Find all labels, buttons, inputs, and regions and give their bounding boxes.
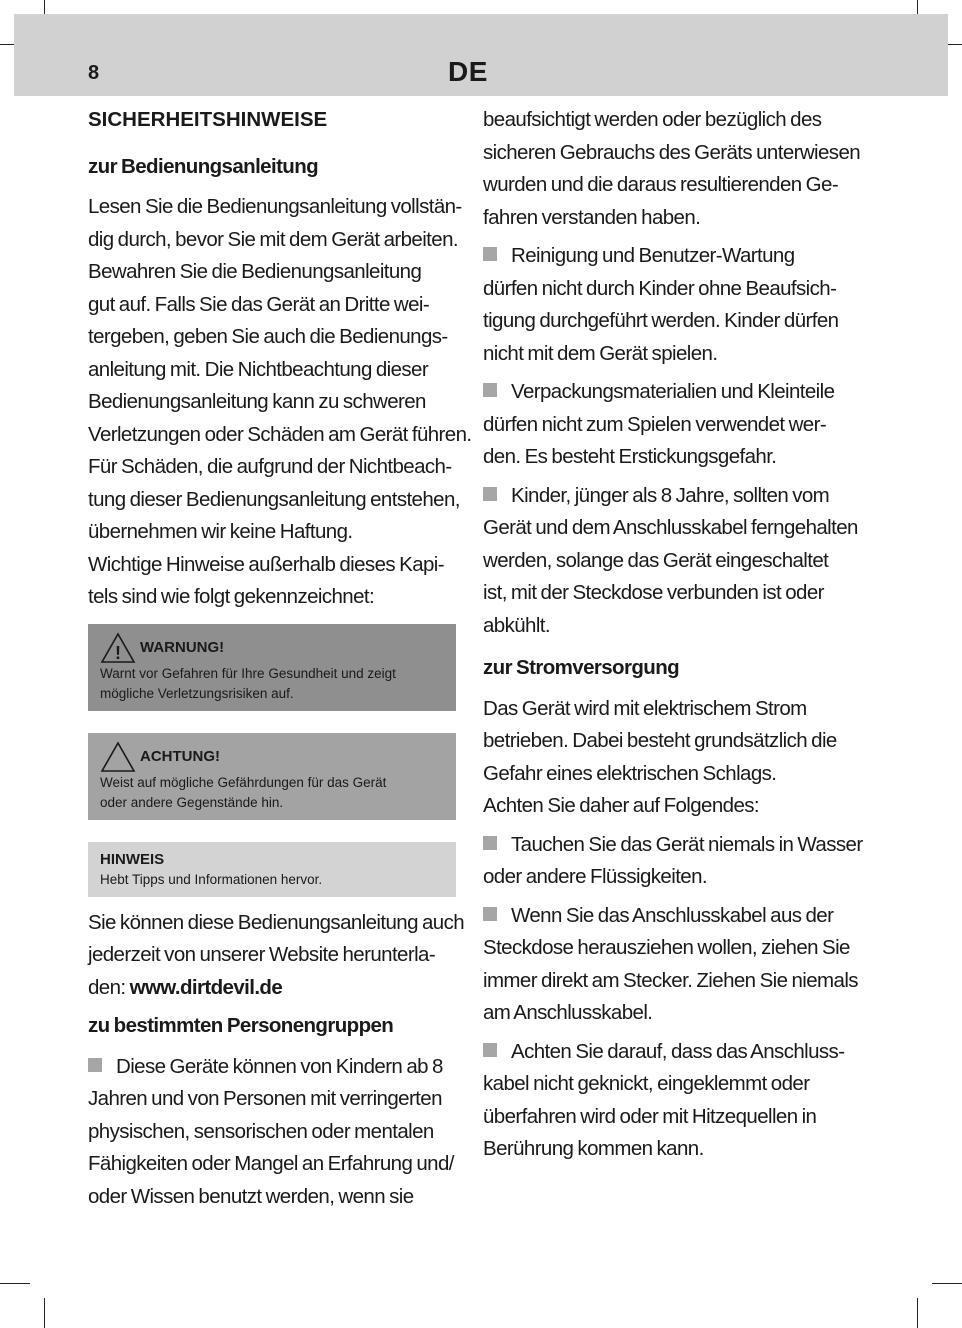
- bullet-list: [483, 240, 858, 642]
- crop-mark: [932, 1283, 962, 1284]
- bullet-square-icon: [483, 487, 497, 501]
- bullet-square-icon: [483, 907, 497, 921]
- text-line: tels sind wie folgt gekennzeichnet:: [88, 585, 375, 608]
- caution-box: [88, 733, 456, 820]
- text-line: Jahren und von Personen mit verringerten: [88, 1087, 442, 1110]
- bullet-item: [88, 1051, 464, 1214]
- bullet-square-icon: [483, 1043, 497, 1057]
- text-line: Verletzungen oder Schäden am Gerät führen.: [88, 422, 472, 446]
- text-line: Das Gerät wird mit elektrischem Strom: [483, 696, 807, 720]
- text-line: Bedienungsanleitung kann zu schweren: [88, 390, 426, 413]
- warning-box: [88, 624, 456, 711]
- text-line: Sie können diese Bedienungsanleitung auch: [88, 910, 465, 934]
- text-line: sicheren Gebrauchs des Geräts unterwiesen: [483, 140, 861, 164]
- text-line: Steckdose herausziehen wollen, ziehen Sie: [483, 936, 850, 959]
- text-line: Achten Sie darauf, dass das Anschluss-: [511, 1039, 845, 1063]
- warning-triangle-icon: [100, 632, 136, 664]
- text-line: am Anschlusskabel.: [483, 1001, 653, 1024]
- bullet-item: [483, 376, 855, 474]
- warning-symbol: !: [115, 642, 121, 663]
- text-line: physischen, sensorischen oder mentalen: [88, 1119, 434, 1143]
- text-line: Für Schäden, die aufgrund der Nichtbeach-: [88, 455, 452, 478]
- text-line: Diese Geräte können von Kindern ab 8: [116, 1054, 443, 1078]
- bullet-item: [483, 480, 858, 643]
- bullet-item: [483, 900, 858, 1030]
- text-line: oder andere Flüssigkeiten.: [483, 865, 707, 888]
- section-title: SICHERHEITSHINWEISE: [88, 108, 328, 131]
- text-line: Berührung kommen kann.: [483, 1137, 704, 1160]
- warning-text: [100, 664, 444, 704]
- caution-text-line: oder andere Gegenstände hin.: [100, 794, 284, 810]
- text-line: wurden und die daraus resultierenden Ge-: [483, 173, 839, 196]
- crop-mark: [44, 1298, 45, 1328]
- text-line: ist, mit der Steckdose verbunden ist oder: [483, 581, 824, 604]
- caution-label: ACHTUNG!: [140, 747, 220, 765]
- left-column: [88, 104, 472, 1219]
- text-line: übernehmen wir keine Haftung.: [88, 520, 353, 543]
- text-line: tigung durchgeführt werden. Kinder dürfen: [483, 309, 839, 332]
- text-line: werden, solange das Gerät eingeschaltet: [483, 548, 829, 572]
- text-line: Tauchen Sie das Gerät niemals in Wasser: [511, 832, 863, 856]
- text-line: Verpackungsmaterialien und Kleinteile: [511, 380, 835, 403]
- text-line: Kinder, jünger als 8 Jahre, sollten vom: [511, 483, 830, 507]
- text-line: Reinigung und Benutzer-Wartung: [511, 244, 795, 267]
- caution-triangle-icon: [100, 741, 136, 773]
- text-line: Achten Sie daher auf Folgendes:: [483, 794, 759, 817]
- text-line: tergeben, geben Sie auch die Bedienungs-: [88, 325, 448, 348]
- note-box: [88, 842, 456, 897]
- warning-text-line: Warnt vor Gefahren für Ihre Gesundheit und zeigt: [100, 665, 396, 681]
- text-line: Gefahr eines elektrischen Schlags.: [483, 761, 777, 785]
- text-line: Wichtige Hinweise außerhalb dieses Kapi-: [88, 552, 444, 576]
- text-line: abkühlt.: [483, 613, 551, 637]
- bullet-list: [483, 829, 863, 1166]
- power-paragraph: [483, 693, 855, 823]
- crop-mark: [917, 1298, 918, 1328]
- text-line: beaufsichtigt werden oder bezüglich des: [483, 108, 822, 131]
- page-number: 8: [88, 62, 100, 84]
- text-line: nicht mit dem Gerät spielen.: [483, 341, 718, 365]
- text-line: Lesen Sie die Bedienungsanleitung vollstän-: [88, 195, 462, 218]
- crop-mark: [0, 1283, 30, 1284]
- caution-text: [100, 773, 444, 813]
- heading-person-groups: zu bestimmten Personengruppen: [88, 1014, 394, 1037]
- right-column: [483, 104, 863, 1172]
- bullet-item: [483, 829, 863, 894]
- text-line: den. Es besteht Erstickungsgefahr.: [483, 445, 777, 468]
- text-line: Gerät und dem Anschlusskabel ferngehalten: [483, 516, 858, 539]
- text-line: gut auf. Falls Sie das Gerät an Dritte wei-: [88, 292, 430, 316]
- bullet-square-icon: [88, 1058, 102, 1072]
- text-line: den:: [88, 975, 130, 999]
- text-line: fahren verstanden haben.: [483, 205, 701, 229]
- manual-paragraph: [88, 191, 472, 614]
- bullet-square-icon: [483, 383, 497, 397]
- warning-label: WARNUNG!: [140, 638, 225, 656]
- warning-text-line: mögliche Verletzungsrisiken auf.: [100, 685, 294, 701]
- text-line: oder Wissen benutzt werden, wenn sie: [88, 1184, 414, 1208]
- continued-paragraph: [483, 104, 861, 234]
- note-text: Hebt Tipps und Informationen hervor.: [100, 871, 323, 887]
- heading-power-supply: zur Stromversorgung: [483, 656, 680, 679]
- text-line: betrieben. Dabei besteht grundsätzlich die: [483, 729, 837, 752]
- bullet-item: [483, 240, 855, 370]
- text-line: kabel nicht geknickt, eingeklemmt oder: [483, 1072, 810, 1095]
- text-line: anleitung mit. Die Nichtbeachtung dieser: [88, 357, 429, 381]
- language-code: DE: [448, 56, 488, 87]
- text-line: immer direkt am Stecker. Ziehen Sie niemals: [483, 968, 858, 992]
- bullet-square-icon: [483, 247, 497, 261]
- text-line: überfahren wird oder mit Hitzequellen in: [483, 1104, 817, 1128]
- text-line: Bewahren Sie die Bedienungsanleitung: [88, 260, 422, 283]
- bullet-item: [483, 1036, 855, 1166]
- text-line: dig durch, bevor Sie mit dem Gerät arbeiten.: [88, 227, 458, 251]
- text-line: tung dieser Bedienungsanleitung entstehen,: [88, 487, 460, 511]
- text-line: Wenn Sie das Anschlusskabel aus der: [511, 903, 834, 927]
- note-label: HINWEIS: [100, 850, 165, 868]
- bullet-square-icon: [483, 836, 497, 850]
- download-paragraph: [88, 907, 464, 1005]
- text-line: dürfen nicht durch Kinder ohne Beaufsich-: [483, 276, 837, 300]
- text-line: dürfen nicht zum Spielen verwendet wer-: [483, 412, 827, 436]
- text-line: Fähigkeiten oder Mangel an Erfahrung und/: [88, 1152, 454, 1175]
- website-link[interactable]: www.dirtdevil.de: [129, 975, 283, 999]
- caution-text-line: Weist auf mögliche Gefährdungen für das Gerät: [100, 774, 387, 790]
- text-line: jederzeit von unserer Website herunterla-: [88, 943, 436, 966]
- heading-manual: zur Bedienungsanleitung: [88, 154, 319, 178]
